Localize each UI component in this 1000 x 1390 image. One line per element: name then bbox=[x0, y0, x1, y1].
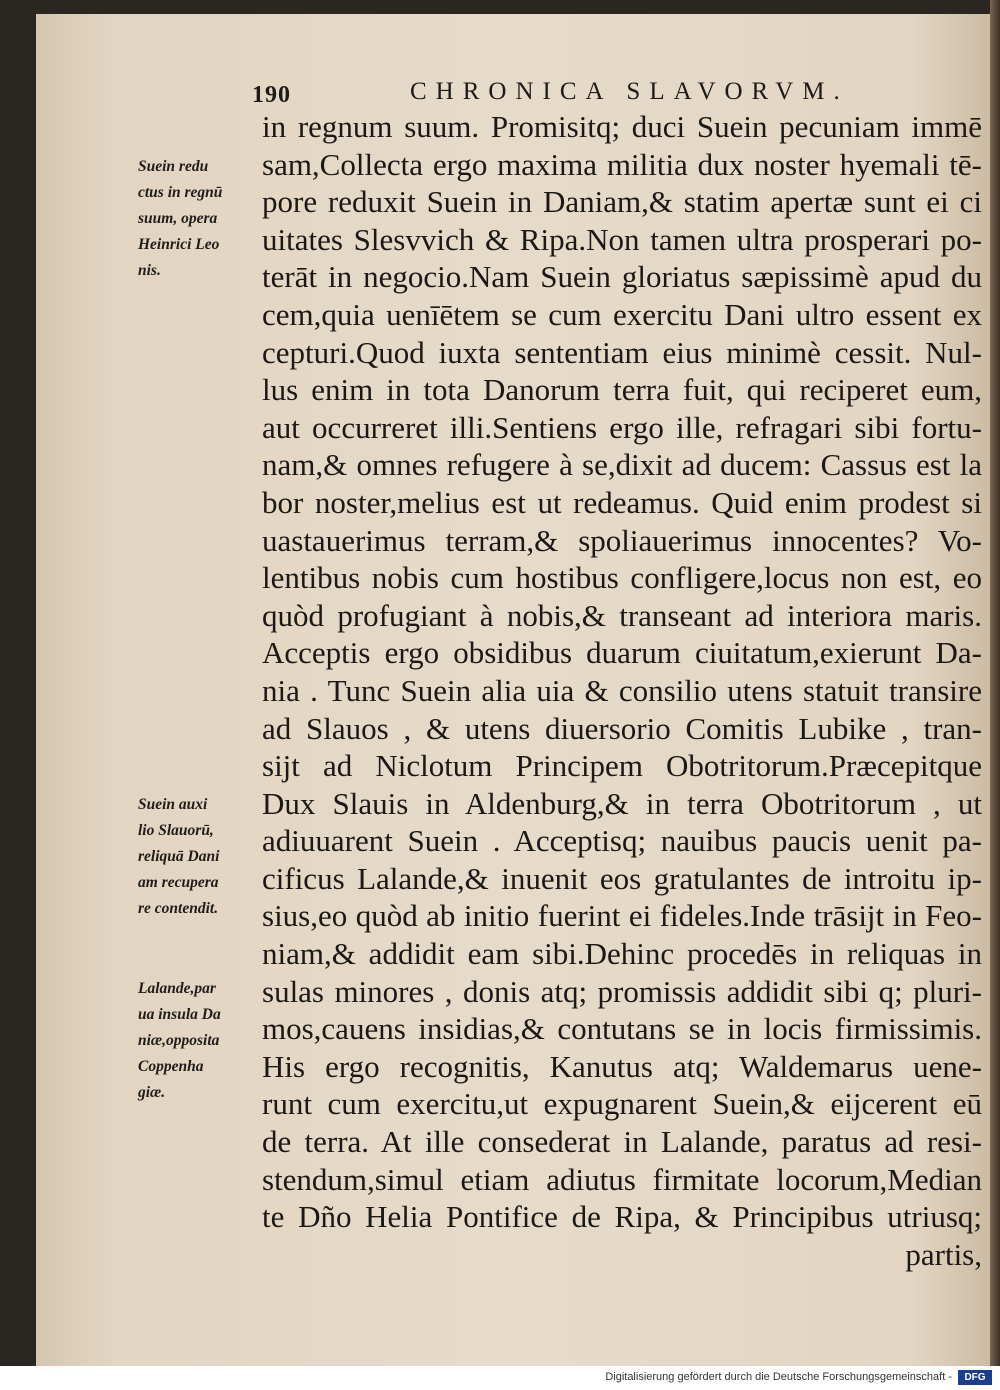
text-line: lentibus nobis cum hostibus confligere,locus non est, eo bbox=[262, 560, 982, 596]
footer-bar bbox=[0, 1366, 1000, 1390]
page-number: 190 bbox=[252, 82, 291, 108]
text-line: stendum,simul etiam adiutus firmitate locorum,Median bbox=[262, 1161, 982, 1197]
text-line: sam,Collecta ergo maxima militia dux noster hyemali tē- bbox=[262, 146, 982, 182]
marginal-note-line: re contendit. bbox=[138, 900, 219, 917]
text-line: sulas minores , donis atq; promissis addidit sibi q; pluri- bbox=[262, 973, 982, 1009]
text-line: terāt in negocio.Nam Suein gloriatus sæpissimè apud du bbox=[262, 259, 982, 295]
text-line: uastauerimus terram,& spoliauerimus innocentes? Vo- bbox=[262, 522, 982, 558]
text-line: Dux Slauis in Aldenburg,& in terra Obotritorum , ut bbox=[262, 785, 982, 821]
text-line: nam,& omnes refugere à se,dixit ad ducem: Cassus est la bbox=[262, 447, 982, 483]
marginal-note-line: ctus in regnū bbox=[138, 184, 223, 201]
text-line: lus enim in tota Danorum terra fuit, qui reciperet eum, bbox=[262, 372, 982, 408]
marginal-note-line: reliquā Dani bbox=[138, 848, 220, 865]
body-text bbox=[262, 108, 982, 1273]
running-title: CHRONICA SLAVORVM. bbox=[410, 78, 849, 105]
dfg-logo: DFG bbox=[958, 1370, 992, 1385]
marginal-note-line: Heinrici Leo bbox=[138, 236, 220, 253]
text-line: bor noster,melius est ut redeamus. Quid enim prodest si bbox=[262, 484, 982, 520]
marginal-note-line: ua insula Da bbox=[138, 1006, 221, 1023]
text-line: cepturi.Quod iuxta sententiam eius minimè cessit. Nul- bbox=[262, 334, 982, 370]
text-line: runt cum exercitu,ut expugnarent Suein,& eijcerent eū bbox=[262, 1086, 982, 1122]
text-line: mos,cauens insidias,& contutans se in locis firmissimis. bbox=[262, 1011, 982, 1047]
marginal-note-line: lio Slauorū, bbox=[138, 822, 214, 839]
marginal-note-line: Coppenha bbox=[138, 1058, 204, 1075]
text-line: aut occurreret illi.Sentiens ergo ille, refragari sibi fortu- bbox=[262, 409, 982, 445]
text-line: in regnum suum. Promisitq; duci Suein pecuniam immē bbox=[262, 109, 982, 144]
catchword-line: partis, bbox=[905, 1236, 982, 1272]
marginal-note-3 bbox=[138, 976, 264, 1106]
marginal-note-line: giæ. bbox=[138, 1084, 166, 1101]
text-line: ad Slauos , & utens diuersorio Comitis Lubike , tran- bbox=[262, 710, 982, 746]
text-line: niam,& addidit eam sibi.Dehinc procedēs in reliquas in bbox=[262, 936, 982, 972]
text-line: His ergo recognitis, Kanutus atq; Waldemarus uene- bbox=[262, 1048, 982, 1084]
marginal-note-line: Suein redu bbox=[138, 158, 209, 175]
marginal-note-2 bbox=[138, 792, 264, 922]
text-line: nia . Tunc Suein alia uia & consilio utens statuit transire bbox=[262, 672, 982, 708]
text-line: cem,quia uenīētem se cum exercitu Dani ultro essent ex bbox=[262, 296, 982, 332]
funding-notice: Digitalisierung gefördert durch die Deutsche Forschungsgemeinschaft - bbox=[605, 1371, 952, 1383]
marginal-note-line: nis. bbox=[138, 262, 161, 279]
text-line: Acceptis ergo obsidibus duarum ciuitatum,exierunt Da- bbox=[262, 635, 982, 671]
text-line: uitates Slesvvich & Ripa.Non tamen ultra prosperari po- bbox=[262, 221, 982, 257]
page-edge bbox=[990, 0, 1000, 1366]
text-line: adiuuarent Suein . Acceptisq; nauibus paucis uenit pa- bbox=[262, 823, 982, 859]
marginal-note-line: suum, opera bbox=[138, 210, 218, 227]
text-line: sius,eo quòd ab initio fuerint ei fideles.Inde trāsijt in Feo- bbox=[262, 898, 982, 934]
marginal-note-1 bbox=[138, 154, 264, 284]
text-line: cificus Lalande,& inuenit eos gratulantes de introitu ip- bbox=[262, 860, 982, 896]
text-line: quòd profugiant à nobis,& transeant ad interiora maris. bbox=[262, 597, 982, 633]
marginal-note-line: niæ,opposita bbox=[138, 1032, 220, 1049]
text-line: sijt ad Niclotum Principem Obotritorum.Præcepitque bbox=[262, 748, 982, 784]
text-line: pore reduxit Suein in Daniam,& statim apertæ sunt ei ci bbox=[262, 184, 982, 220]
text-line: te Dño Helia Pontifice de Ripa, & Principibus utriusq; bbox=[262, 1199, 982, 1235]
marginal-note-line: Lalande,par bbox=[138, 980, 216, 997]
text-line: de terra. At ille consederat in Lalande, paratus ad resi- bbox=[262, 1124, 982, 1160]
marginal-note-line: Suein auxi bbox=[138, 796, 208, 813]
running-head bbox=[252, 70, 852, 110]
marginal-note-line: am recupera bbox=[138, 874, 219, 891]
